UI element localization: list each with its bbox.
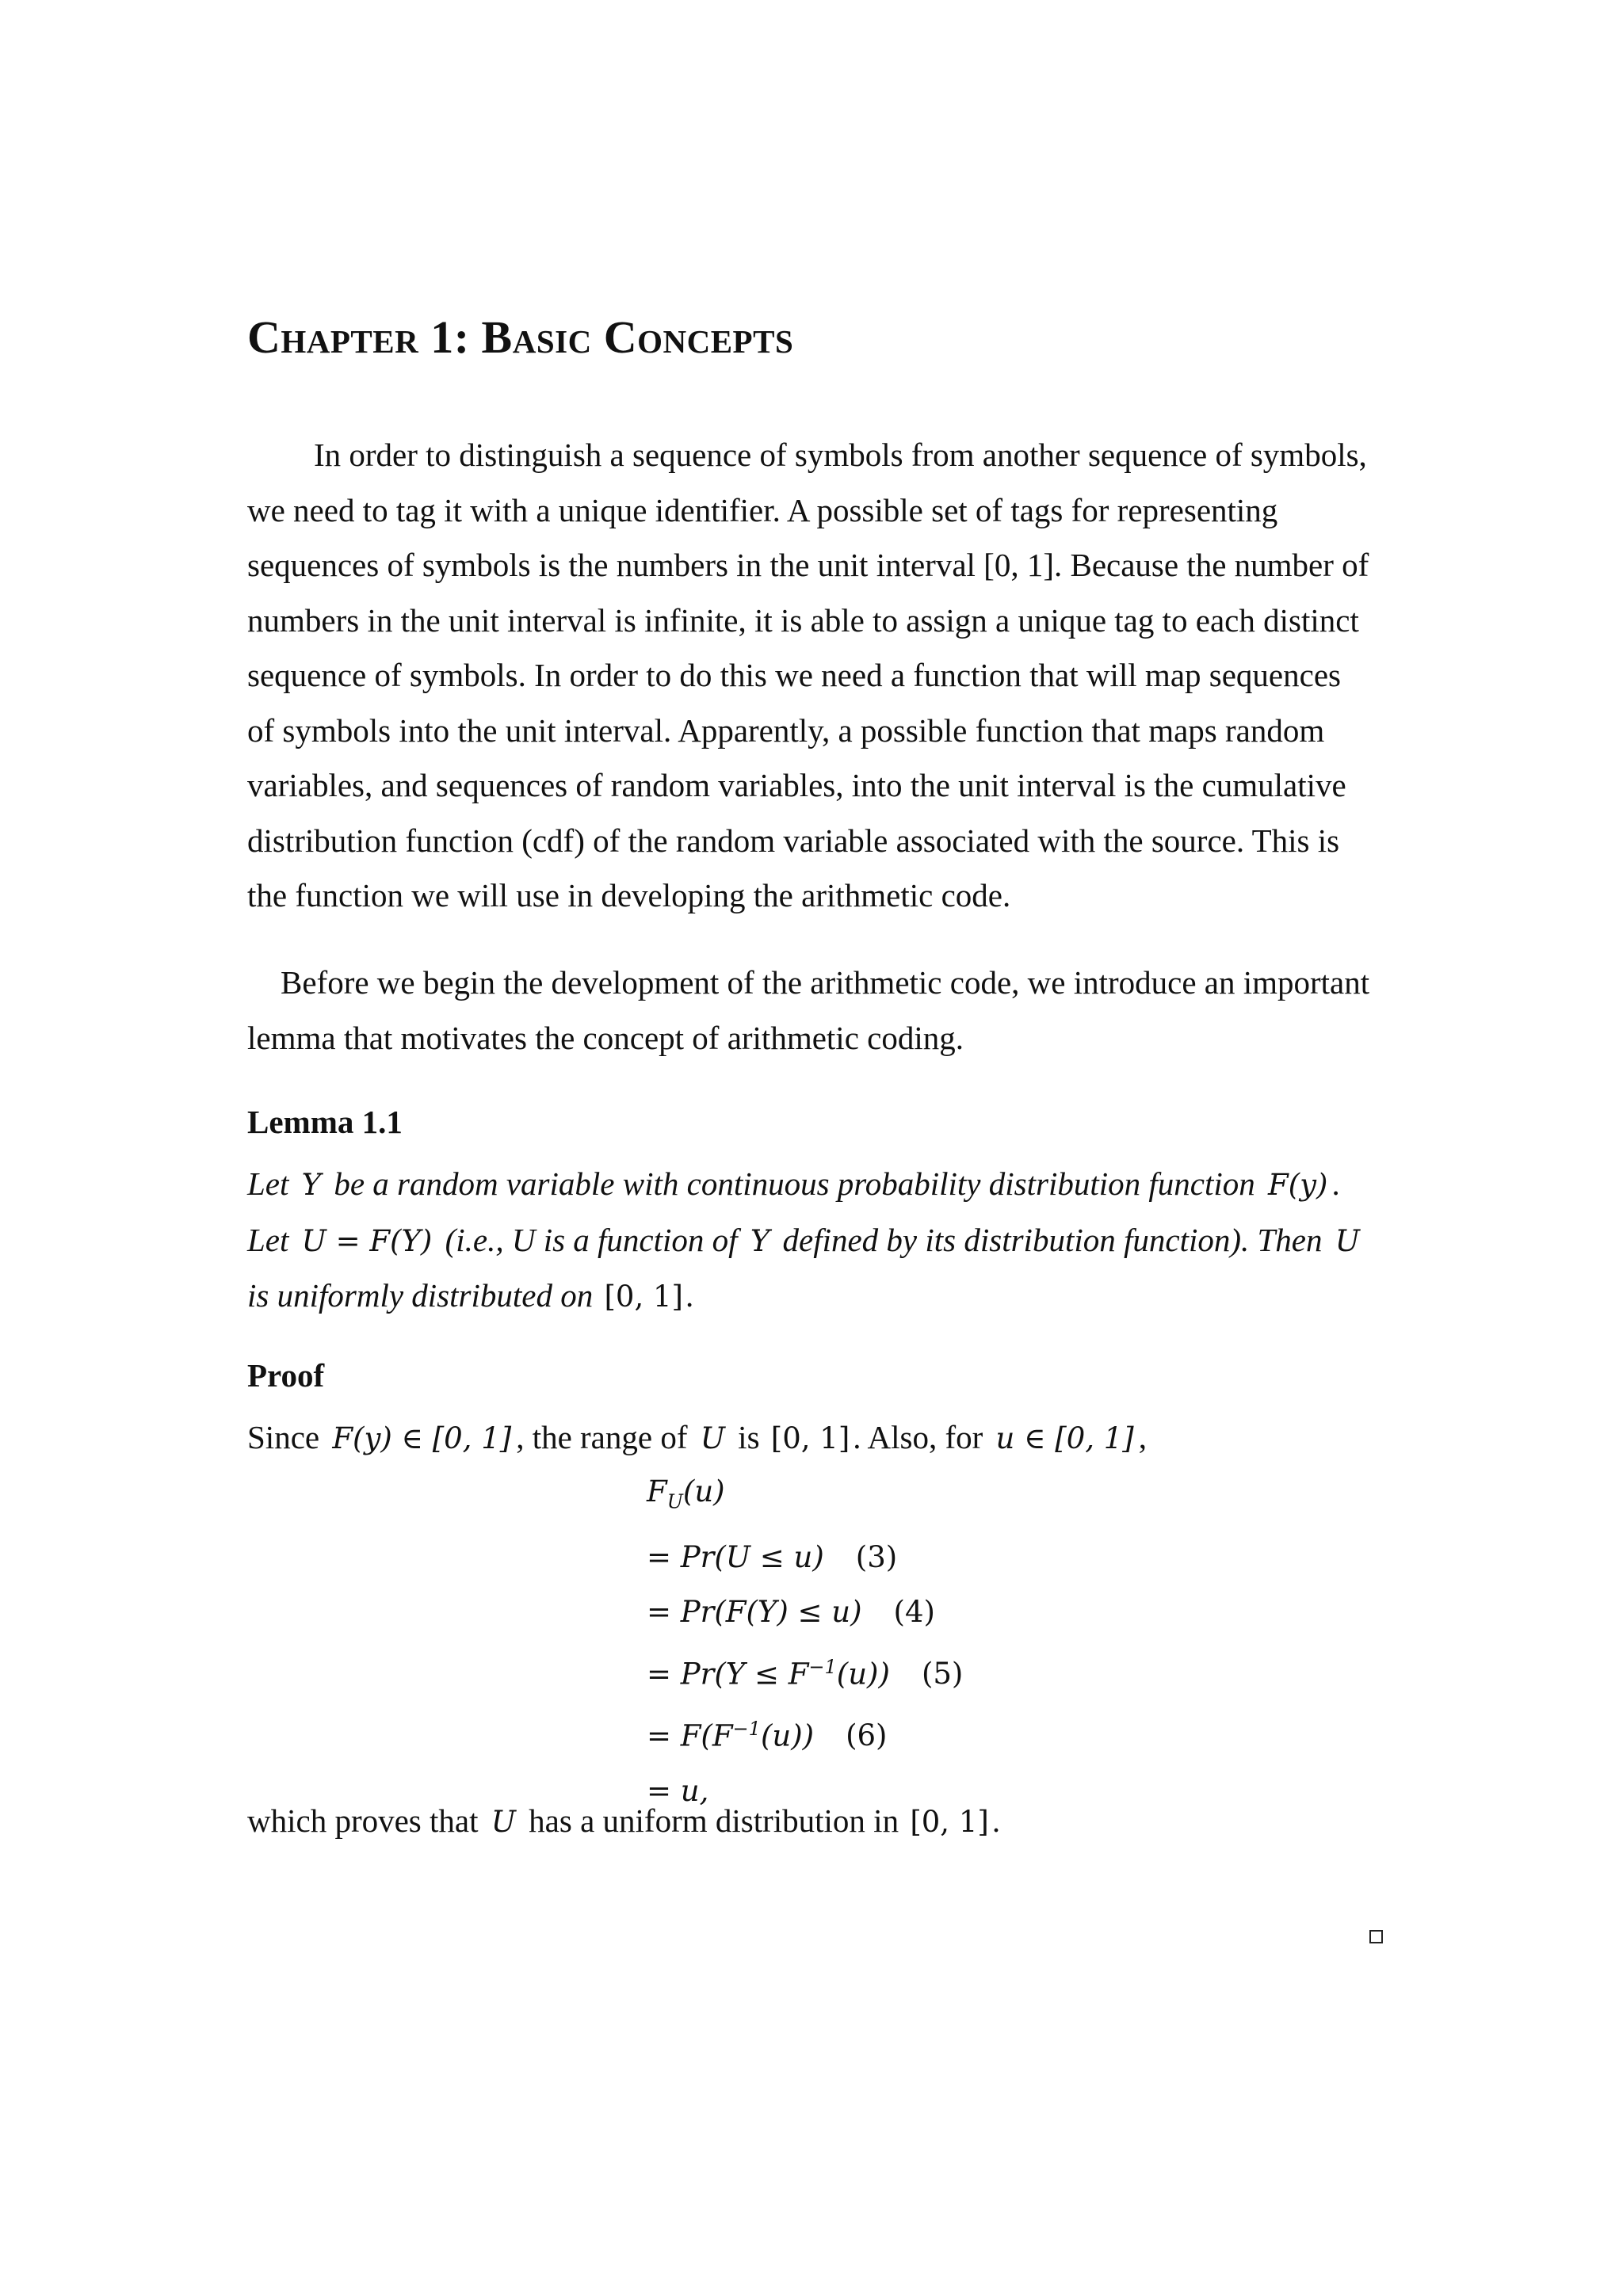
equation-number: (6) <box>846 1718 888 1753</box>
proof-text: . Also, for <box>853 1419 983 1455</box>
equation-line <box>647 1702 963 1764</box>
intro-line: distribution function (cdf) of the random variable associated with the source. This is <box>247 822 1340 859</box>
equation-superscript: −1 <box>732 1717 761 1740</box>
math-symbol: U <box>1335 1223 1360 1258</box>
equation-block <box>647 1464 963 1818</box>
equation-superscript: −1 <box>808 1655 837 1678</box>
equation-number: (3) <box>855 1539 898 1574</box>
intro-line: variables, and sequences of random variables, into the unit interval is the cumulative <box>247 767 1346 803</box>
second-line: lemma that motivates the concept of arithmetic coding. <box>247 1019 964 1056</box>
math-interval: [0, 1] <box>910 1805 989 1839</box>
equation-line <box>647 1640 963 1702</box>
equation-expr: (u) <box>682 1474 725 1508</box>
math-interval: [0, 1] <box>604 1280 683 1314</box>
second-paragraph <box>247 955 1388 1066</box>
math-expression: F(y) <box>1268 1168 1328 1202</box>
intro-line: sequence of symbols. In order to do this we need a function that will map sequences <box>247 657 1341 693</box>
equation-expr: = Pr(U ≤ u) <box>647 1539 824 1574</box>
intro-line: In order to distinguish a sequence of symbols from another sequence of symbols, <box>314 437 1367 473</box>
intro-line: we need to tag it with a unique identifier. A possible set of tags for representing <box>247 491 1278 528</box>
lemma-text: Let <box>247 1165 289 1202</box>
lemma-text: be a random variable with continuous probability distribution function <box>334 1165 1255 1202</box>
equation-line <box>647 1464 963 1530</box>
equation-subscript: U <box>666 1490 683 1513</box>
intro-paragraph <box>247 428 1388 924</box>
lemma-line-1 <box>247 1157 1388 1213</box>
math-interval: [0, 1] <box>770 1421 850 1455</box>
equation-expr: = Pr(Y ≤ F <box>647 1657 809 1691</box>
lemma-statement <box>247 1157 1388 1325</box>
proof-text: which proves that <box>247 1802 479 1839</box>
proof-text: , <box>1138 1419 1147 1455</box>
second-line: Before we begin the development of the arithmetic code, we introduce an important <box>281 964 1370 1001</box>
intro-line: the function we will use in developing the arithmetic code. <box>247 877 1011 913</box>
math-symbol: U <box>700 1421 725 1455</box>
lemma-text: . <box>1332 1165 1341 1202</box>
intro-line: numbers in the unit interval is infinite, it is able to assign a unique tag to each distinct <box>247 601 1359 639</box>
lemma-text: defined by its distribution function). Then <box>782 1221 1323 1258</box>
math-symbol: Y <box>301 1168 322 1202</box>
proof-text: has a uniform distribution in <box>529 1802 899 1839</box>
proof-text: Since <box>247 1419 320 1455</box>
proof-conclusion <box>247 1794 1000 1850</box>
equation-expr: (u)) <box>760 1718 815 1753</box>
equation-expr: F <box>647 1474 667 1508</box>
lemma-text: is uniformly distributed on <box>247 1277 594 1314</box>
lemma-line-3 <box>247 1268 1388 1325</box>
equation-expr: = Pr(F(Y) ≤ u) <box>647 1595 862 1630</box>
proof-text: is <box>738 1419 760 1455</box>
math-symbol: U <box>491 1805 516 1839</box>
lemma-text: (i.e., U is a function of <box>445 1221 738 1258</box>
equation-expr: (u)) <box>836 1657 890 1691</box>
math-symbol: Y <box>750 1223 770 1258</box>
equation-expr: = F(F <box>647 1718 733 1753</box>
lemma-text: Let <box>247 1221 289 1258</box>
equation-number: (4) <box>893 1595 935 1630</box>
lemma-line-2 <box>247 1213 1388 1269</box>
math-expression: U = F(Y) <box>301 1223 433 1258</box>
equation-expr: = u, <box>647 1773 709 1808</box>
chapter-title: Chapter 1: Basic Concepts <box>247 311 794 363</box>
intro-line: sequences of symbols is the numbers in the unit interval [0, 1]. Because the number of <box>247 547 1369 583</box>
equation-number: (5) <box>921 1657 964 1691</box>
equation-line <box>647 1585 963 1640</box>
qed-square-icon <box>1369 1930 1383 1943</box>
proof-intro <box>247 1410 1147 1466</box>
math-expression: F(y) ∈ [0, 1] <box>332 1421 512 1455</box>
math-expression: u ∈ [0, 1] <box>995 1421 1134 1455</box>
proof-text: , the range of <box>516 1419 688 1455</box>
lemma-text: . <box>685 1277 695 1314</box>
lemma-heading: Lemma 1.1 <box>247 1104 403 1140</box>
proof-text: . <box>991 1802 1001 1839</box>
intro-line: of symbols into the unit interval. Apparently, a possible function that maps random <box>247 711 1325 749</box>
equation-line <box>647 1530 963 1585</box>
proof-heading: Proof <box>247 1357 325 1394</box>
